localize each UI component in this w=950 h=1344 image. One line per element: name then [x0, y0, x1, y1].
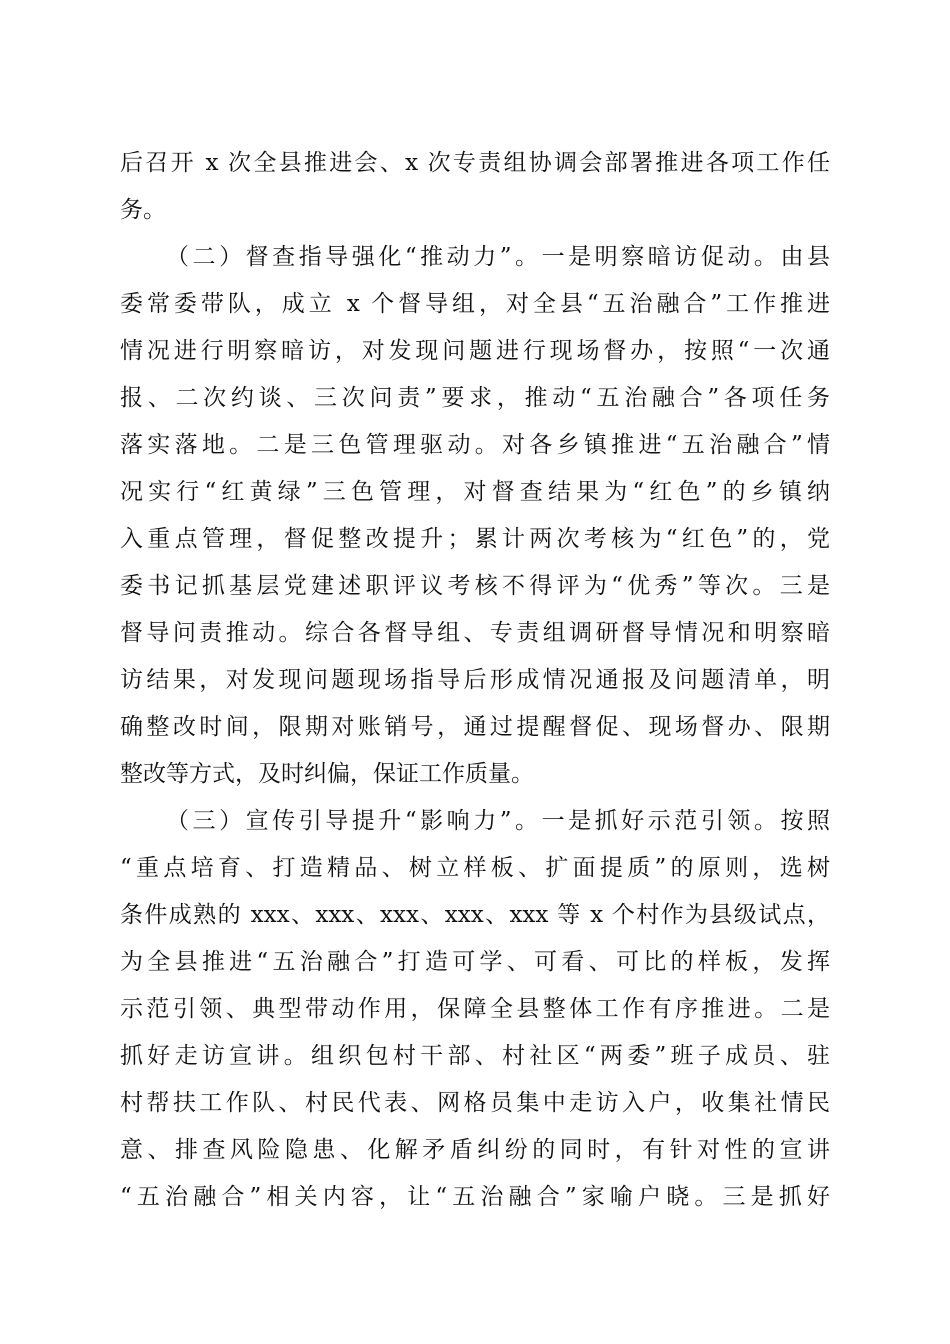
text-line: “五治融合”相关内容，让“五治融合”家喻户晓。三是抓好 — [120, 1184, 830, 1210]
text-line: 村帮扶工作队、村民代表、网格员集中走访入户，收集社情民 — [120, 1090, 830, 1116]
text-line: 督导问责推动。综合各督导组、专责组调研督导情况和明察暗 — [120, 620, 830, 646]
text-line: 后召开 x 次全县推进会、x 次专责组协调会部署推进各项工作任 — [120, 150, 830, 176]
text-line: 情况进行明察暗访，对发现问题进行现场督办，按照“一次通 — [120, 338, 830, 364]
text-line: 委书记抓基层党建述职评议考核不得评为“优秀”等次。三是 — [120, 573, 830, 599]
text-line: 访结果，对发现问题现场指导后形成情况通报及问题清单，明 — [120, 667, 830, 693]
text-line: 务。 — [120, 197, 166, 223]
text-line: 确整改时间，限期对账销号，通过提醒督促、现场督办、限期 — [120, 714, 830, 740]
text-line: 报、二次约谈、三次问责”要求，推动“五治融合”各项任务 — [120, 385, 830, 411]
text-line: 为全县推进“五治融合”打造可学、可看、可比的样板，发挥 — [120, 949, 830, 975]
text-line: 示范引领、典型带动作用，保障全县整体工作有序推进。二是 — [120, 996, 830, 1022]
text-line: 抓好走访宣讲。组织包村干部、村社区“两委”班子成员、驻 — [120, 1043, 830, 1069]
text-line: “重点培育、打造精品、树立样板、扩面提质”的原则，选树 — [120, 855, 830, 881]
text-line: 意、排查风险隐患、化解矛盾纠纷的同时，有针对性的宣讲 — [120, 1137, 830, 1163]
text-line: 委常委带队，成立 x 个督导组，对全县“五治融合”工作推进 — [120, 291, 830, 317]
text-line: （三）宣传引导提升“影响力”。一是抓好示范引领。按照 — [166, 808, 830, 834]
text-line: 条件成熟的 xxx、xxx、xxx、xxx、xxx 等 x 个村作为县级试点， — [120, 902, 830, 928]
body-text — [120, 140, 830, 1221]
text-line: 况实行“红黄绿”三色管理，对督查结果为“红色”的乡镇纳 — [120, 479, 830, 505]
text-line: 落实落地。二是三色管理驱动。对各乡镇推进“五治融合”情 — [120, 432, 830, 458]
text-line: 入重点管理，督促整改提升；累计两次考核为“红色”的，党 — [120, 526, 830, 552]
text-line: 整改等方式，及时纠偏，保证工作质量。 — [120, 761, 534, 787]
text-line: （二）督查指导强化“推动力”。一是明察暗访促动。由县 — [166, 244, 830, 270]
